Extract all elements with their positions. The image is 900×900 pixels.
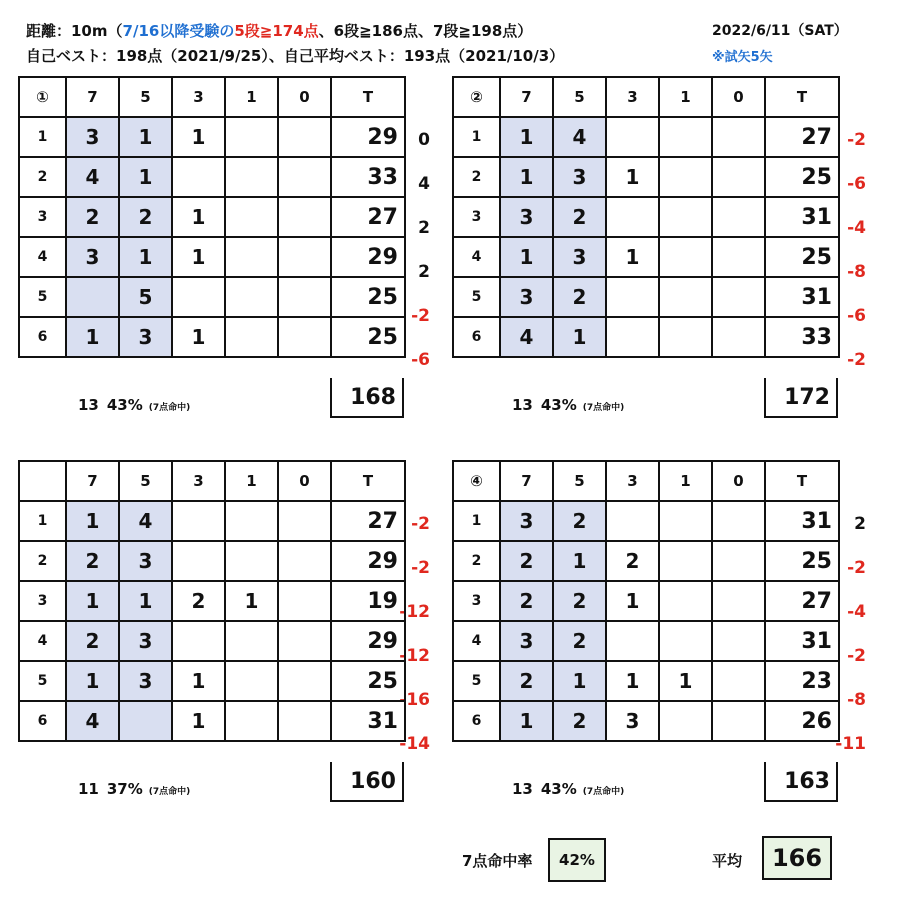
column-header: 5 <box>119 77 172 117</box>
end-number: 4 <box>453 237 500 277</box>
count-c7 <box>66 277 119 317</box>
end-number: 1 <box>453 501 500 541</box>
table-row <box>453 621 839 661</box>
count-c1 <box>659 197 712 237</box>
end-number: 2 <box>453 157 500 197</box>
distance-text: 距離：10m <box>26 22 108 40</box>
count-c1 <box>225 117 278 157</box>
count-c7: 1 <box>500 157 553 197</box>
column-header: 1 <box>225 77 278 117</box>
end-number: 2 <box>19 157 66 197</box>
count-c0 <box>278 117 331 157</box>
column-header: 7 <box>66 77 119 117</box>
count-c3: 2 <box>172 581 225 621</box>
count-c3 <box>172 541 225 581</box>
hit-count: 13 <box>512 396 533 414</box>
count-c7: 1 <box>66 581 119 621</box>
end-number: 1 <box>19 117 66 157</box>
table-row <box>19 501 405 541</box>
count-c0 <box>278 661 331 701</box>
end-number: 4 <box>453 621 500 661</box>
count-c0 <box>278 621 331 661</box>
diff-value: -11 <box>835 734 866 754</box>
table-row <box>453 197 839 237</box>
count-c5: 3 <box>553 157 606 197</box>
end-number: 5 <box>19 277 66 317</box>
count-c3: 1 <box>606 237 659 277</box>
header-line-1 <box>26 20 532 41</box>
diff-value: -12 <box>399 646 430 666</box>
count-c7: 4 <box>66 157 119 197</box>
count-c0 <box>712 501 765 541</box>
count-c5 <box>119 701 172 741</box>
diff-value: -2 <box>847 646 866 666</box>
diff-value: -2 <box>847 558 866 578</box>
count-c1: 1 <box>659 661 712 701</box>
grand-total: 168 <box>330 378 404 418</box>
count-c0 <box>712 237 765 277</box>
count-c5: 1 <box>119 117 172 157</box>
hit-label: (7点命中) <box>148 787 191 797</box>
count-c1 <box>225 197 278 237</box>
count-c0 <box>278 157 331 197</box>
count-c3 <box>172 621 225 661</box>
table-row <box>19 661 405 701</box>
count-c7: 3 <box>66 237 119 277</box>
column-header: T <box>765 461 839 501</box>
score-table <box>452 76 840 358</box>
hit-rate-label: 7点命中率 <box>462 852 533 870</box>
count-c5: 4 <box>119 501 172 541</box>
end-total: 25 <box>765 541 839 581</box>
end-total: 29 <box>331 117 405 157</box>
diff-value: -4 <box>847 602 866 622</box>
end-total: 19 <box>331 581 405 621</box>
round-label: ④ <box>453 461 500 501</box>
end-total: 31 <box>765 501 839 541</box>
diff-value: -14 <box>399 734 430 754</box>
count-c5: 5 <box>119 277 172 317</box>
score-table <box>452 460 840 742</box>
count-c3 <box>172 501 225 541</box>
grand-total: 172 <box>764 378 838 418</box>
diff-value: -6 <box>847 174 866 194</box>
hit-stats <box>512 396 624 414</box>
session-date: 2022/6/11（SAT） <box>712 23 848 39</box>
hit-percent: 43% <box>540 780 577 798</box>
hit-count: 13 <box>78 396 99 414</box>
end-total: 25 <box>765 237 839 277</box>
count-c3 <box>172 277 225 317</box>
table-header-row <box>19 77 405 117</box>
count-c5: 4 <box>553 117 606 157</box>
count-c5: 3 <box>119 661 172 701</box>
end-total: 25 <box>765 157 839 197</box>
count-c1 <box>659 117 712 157</box>
count-c7: 1 <box>66 317 119 357</box>
end-number: 5 <box>19 661 66 701</box>
hit-percent: 43% <box>106 396 143 414</box>
count-c7: 3 <box>66 117 119 157</box>
score-table <box>18 76 406 358</box>
count-c1 <box>225 157 278 197</box>
diff-value: 2 <box>854 514 866 534</box>
count-c7: 4 <box>500 317 553 357</box>
count-c5: 2 <box>119 197 172 237</box>
count-c7: 2 <box>500 581 553 621</box>
count-c1 <box>659 701 712 741</box>
count-c3: 1 <box>172 317 225 357</box>
column-header: 1 <box>659 77 712 117</box>
end-total: 27 <box>331 501 405 541</box>
column-header: 5 <box>553 461 606 501</box>
dan5-requirement: 5段≧174点 <box>234 22 319 40</box>
column-header: 7 <box>500 77 553 117</box>
end-number: 6 <box>453 701 500 741</box>
hit-rate-box: 42% <box>548 838 606 882</box>
count-c5: 2 <box>553 277 606 317</box>
table-row <box>453 581 839 621</box>
count-c3 <box>606 501 659 541</box>
count-c0 <box>712 541 765 581</box>
column-header: 3 <box>606 77 659 117</box>
table-row <box>19 197 405 237</box>
hit-stats <box>78 396 190 414</box>
count-c3 <box>606 197 659 237</box>
end-total: 25 <box>331 661 405 701</box>
end-number: 1 <box>453 117 500 157</box>
count-c5: 1 <box>119 237 172 277</box>
count-c1 <box>659 581 712 621</box>
hit-label: (7点命中) <box>148 403 191 413</box>
count-c3: 2 <box>606 541 659 581</box>
column-header: 3 <box>172 461 225 501</box>
count-c1 <box>225 501 278 541</box>
end-number: 1 <box>19 501 66 541</box>
round-label: ① <box>19 77 66 117</box>
end-number: 2 <box>19 541 66 581</box>
column-header: T <box>765 77 839 117</box>
table-row <box>19 541 405 581</box>
count-c3: 1 <box>172 701 225 741</box>
diff-value: -12 <box>399 602 430 622</box>
diff-value: -8 <box>847 262 866 282</box>
count-c5: 1 <box>553 317 606 357</box>
end-number: 5 <box>453 277 500 317</box>
diff-value: -6 <box>847 306 866 326</box>
count-c3 <box>606 621 659 661</box>
diff-value: 2 <box>418 262 430 282</box>
grand-total: 163 <box>764 762 838 802</box>
column-header: 7 <box>500 461 553 501</box>
end-number: 5 <box>453 661 500 701</box>
count-c3: 1 <box>172 237 225 277</box>
count-c1 <box>225 317 278 357</box>
column-header: 0 <box>278 461 331 501</box>
count-c0 <box>278 501 331 541</box>
diff-value: -6 <box>411 350 430 370</box>
diff-value: -2 <box>411 558 430 578</box>
count-c1 <box>659 157 712 197</box>
count-c7: 3 <box>500 277 553 317</box>
diff-value: -4 <box>847 218 866 238</box>
column-header: 0 <box>712 461 765 501</box>
count-c7: 3 <box>500 621 553 661</box>
end-number: 6 <box>19 701 66 741</box>
table-row <box>453 661 839 701</box>
count-c5: 1 <box>553 661 606 701</box>
diff-value: 0 <box>418 130 430 150</box>
count-c0 <box>278 237 331 277</box>
count-c5: 3 <box>119 541 172 581</box>
exam-note: 7/16以降受験の <box>122 22 235 40</box>
table-row <box>453 157 839 197</box>
count-c7: 2 <box>500 541 553 581</box>
table-row <box>19 277 405 317</box>
count-c7: 4 <box>66 701 119 741</box>
count-c7: 2 <box>66 197 119 237</box>
count-c1 <box>659 501 712 541</box>
round-label: ② <box>453 77 500 117</box>
table-row <box>453 317 839 357</box>
count-c3 <box>172 157 225 197</box>
diff-value: -16 <box>399 690 430 710</box>
count-c3: 1 <box>172 117 225 157</box>
end-total: 27 <box>765 117 839 157</box>
count-c0 <box>278 277 331 317</box>
count-c0 <box>712 317 765 357</box>
column-header: 0 <box>712 77 765 117</box>
count-c0 <box>712 117 765 157</box>
count-c1: 1 <box>225 581 278 621</box>
table-row <box>19 317 405 357</box>
count-c5: 1 <box>553 541 606 581</box>
table-row <box>19 237 405 277</box>
count-c3: 1 <box>606 581 659 621</box>
end-total: 29 <box>331 237 405 277</box>
count-c1 <box>225 701 278 741</box>
hit-label: (7点命中) <box>582 403 625 413</box>
count-c0 <box>278 581 331 621</box>
end-number: 6 <box>19 317 66 357</box>
end-total: 25 <box>331 317 405 357</box>
column-header: 1 <box>225 461 278 501</box>
count-c7: 3 <box>500 501 553 541</box>
count-c3: 1 <box>172 197 225 237</box>
column-header: 7 <box>66 461 119 501</box>
table-header-row <box>453 77 839 117</box>
table-header-row <box>19 461 405 501</box>
table-row <box>19 117 405 157</box>
count-c0 <box>712 661 765 701</box>
end-total: 29 <box>331 621 405 661</box>
count-c3 <box>606 277 659 317</box>
count-c3: 1 <box>606 661 659 701</box>
end-total: 25 <box>331 277 405 317</box>
column-header: 3 <box>172 77 225 117</box>
diff-value: -2 <box>411 514 430 534</box>
column-header: 3 <box>606 461 659 501</box>
count-c0 <box>278 541 331 581</box>
count-c5: 2 <box>553 621 606 661</box>
end-total: 31 <box>331 701 405 741</box>
count-c3 <box>606 117 659 157</box>
count-c0 <box>712 277 765 317</box>
column-header: 0 <box>278 77 331 117</box>
hit-stats <box>78 780 190 798</box>
column-header: 1 <box>659 461 712 501</box>
count-c7: 1 <box>500 117 553 157</box>
table-row <box>19 157 405 197</box>
average-label: 平均 <box>712 852 743 870</box>
count-c7: 1 <box>66 661 119 701</box>
dan-requirements: 、6段≧186点、7段≧198点） <box>318 22 533 40</box>
diff-value: -2 <box>411 306 430 326</box>
count-c5: 2 <box>553 501 606 541</box>
count-c0 <box>278 197 331 237</box>
table-row <box>19 581 405 621</box>
count-c0 <box>712 581 765 621</box>
count-c5: 2 <box>553 581 606 621</box>
count-c1 <box>659 237 712 277</box>
hit-percent: 37% <box>106 780 143 798</box>
end-total: 33 <box>765 317 839 357</box>
end-number: 3 <box>453 581 500 621</box>
end-total: 31 <box>765 197 839 237</box>
end-total: 27 <box>765 581 839 621</box>
end-total: 29 <box>331 541 405 581</box>
best-record-line: 自己ベスト：198点（2021/9/25）、自己平均ベスト：193点（2021/10/3） <box>26 47 565 65</box>
table-row <box>453 117 839 157</box>
column-header: T <box>331 77 405 117</box>
count-c1 <box>225 661 278 701</box>
diff-value: 4 <box>418 174 430 194</box>
table-row <box>453 237 839 277</box>
count-c3: 3 <box>606 701 659 741</box>
count-c1 <box>659 277 712 317</box>
end-number: 6 <box>453 317 500 357</box>
count-c1 <box>659 317 712 357</box>
round-label <box>19 461 66 501</box>
diff-value: -2 <box>847 130 866 150</box>
count-c0 <box>712 197 765 237</box>
column-header: 5 <box>553 77 606 117</box>
score-table <box>18 460 406 742</box>
count-c0 <box>278 701 331 741</box>
table-row <box>453 277 839 317</box>
table-row <box>453 701 839 741</box>
end-number: 2 <box>453 541 500 581</box>
count-c5: 1 <box>119 581 172 621</box>
hit-stats <box>512 780 624 798</box>
diff-value: -8 <box>847 690 866 710</box>
end-number: 3 <box>19 581 66 621</box>
end-number: 4 <box>19 237 66 277</box>
table-row <box>19 701 405 741</box>
paren-open: （ <box>107 22 123 40</box>
count-c1 <box>225 277 278 317</box>
table-row <box>19 621 405 661</box>
table-row <box>453 501 839 541</box>
count-c0 <box>712 621 765 661</box>
count-c7: 2 <box>66 541 119 581</box>
count-c5: 3 <box>119 621 172 661</box>
hit-count: 11 <box>78 780 99 798</box>
hit-count: 13 <box>512 780 533 798</box>
count-c0 <box>278 317 331 357</box>
end-number: 3 <box>19 197 66 237</box>
count-c5: 3 <box>553 237 606 277</box>
end-number: 4 <box>19 621 66 661</box>
end-total: 23 <box>765 661 839 701</box>
count-c3: 1 <box>172 661 225 701</box>
diff-value: 2 <box>418 218 430 238</box>
count-c1 <box>659 541 712 581</box>
count-c5: 3 <box>119 317 172 357</box>
count-c7: 1 <box>66 501 119 541</box>
count-c5: 2 <box>553 701 606 741</box>
count-c1 <box>225 237 278 277</box>
count-c5: 1 <box>119 157 172 197</box>
count-c7: 1 <box>500 237 553 277</box>
count-c0 <box>712 701 765 741</box>
end-total: 31 <box>765 621 839 661</box>
count-c7: 1 <box>500 701 553 741</box>
count-c7: 3 <box>500 197 553 237</box>
table-row <box>453 541 839 581</box>
count-c3: 1 <box>606 157 659 197</box>
grand-total: 160 <box>330 762 404 802</box>
end-total: 31 <box>765 277 839 317</box>
column-header: 5 <box>119 461 172 501</box>
hit-percent: 43% <box>540 396 577 414</box>
trial-arrows-note: ※試矢5矢 <box>712 50 773 65</box>
end-total: 27 <box>331 197 405 237</box>
count-c7: 2 <box>500 661 553 701</box>
count-c3 <box>606 317 659 357</box>
table-header-row <box>453 461 839 501</box>
count-c1 <box>225 621 278 661</box>
count-c7: 2 <box>66 621 119 661</box>
hit-label: (7点命中) <box>582 787 625 797</box>
count-c1 <box>659 621 712 661</box>
diff-value: -2 <box>847 350 866 370</box>
end-total: 26 <box>765 701 839 741</box>
end-total: 33 <box>331 157 405 197</box>
column-header: T <box>331 461 405 501</box>
average-box: 166 <box>762 836 832 880</box>
count-c5: 2 <box>553 197 606 237</box>
count-c0 <box>712 157 765 197</box>
count-c1 <box>225 541 278 581</box>
end-number: 3 <box>453 197 500 237</box>
